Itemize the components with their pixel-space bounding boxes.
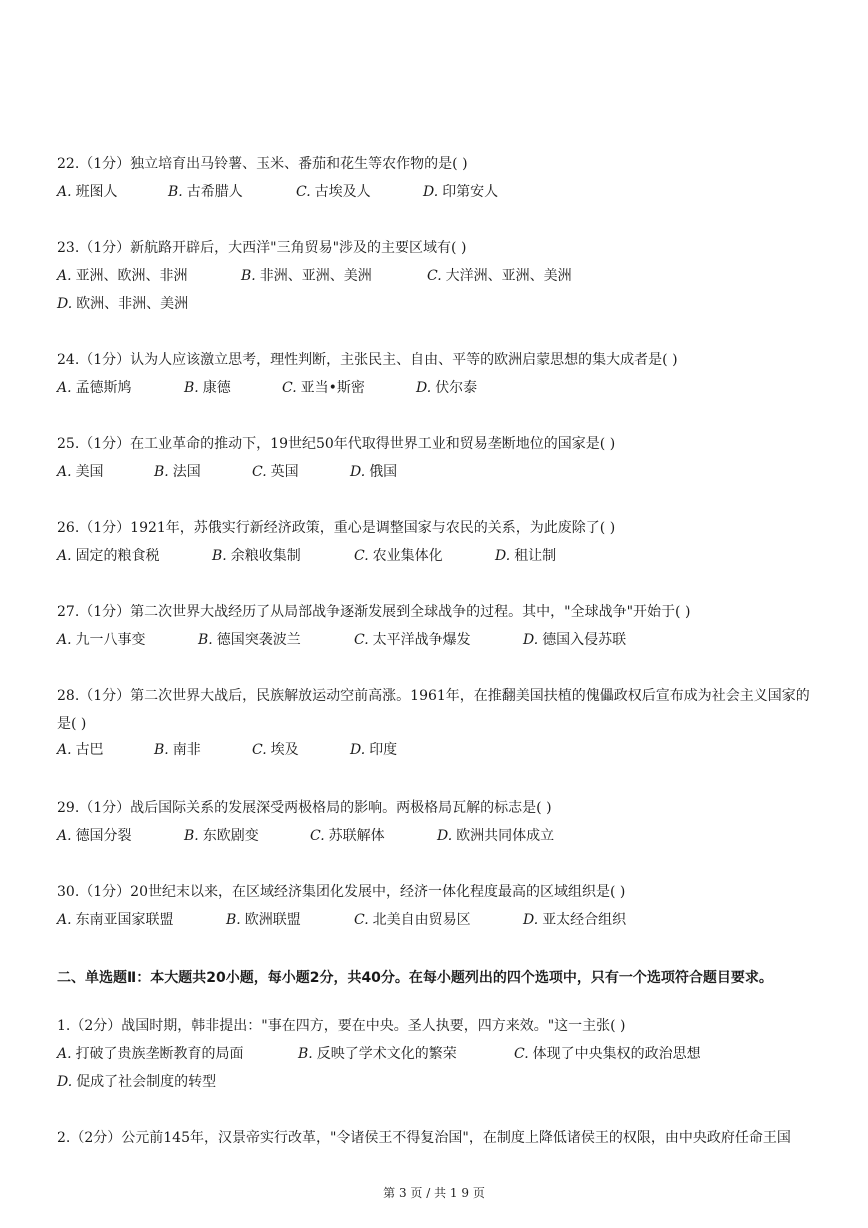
options (57, 1044, 817, 1092)
option-c: C. 苏联解体 (310, 828, 385, 844)
option-b: B. 余粮收集制 (212, 548, 301, 564)
question-stem: 30.（1分）20世纪末以来，在区域经济集团化发展中，经济一体化程度最高的区域组织是( ) (57, 884, 626, 900)
option-a: A. 亚洲、欧洲、非洲 (57, 268, 188, 284)
option-a: A. 东南亚国家联盟 (57, 912, 174, 928)
option-d: D. 促成了社会制度的转型 (57, 1074, 217, 1090)
option-b: B. 反映了学术文化的繁荣 (298, 1046, 457, 1062)
question-29 (57, 798, 817, 854)
option-c: C. 大洋洲、亚洲、美洲 (427, 268, 572, 284)
option-b: B. 欧洲联盟 (226, 912, 301, 928)
option-d: D. 俄国 (350, 464, 398, 480)
option-d: D. 德国入侵苏联 (523, 632, 627, 648)
question-26 (57, 518, 817, 574)
option-b: B. 德国突袭波兰 (198, 632, 301, 648)
option-a: A. 打破了贵族垄断教育的局面 (57, 1046, 244, 1062)
question-stem: 23.（1分）新航路开辟后，大西洋"三角贸易"涉及的主要区域有( ) (57, 240, 467, 256)
question-stem: 2.（2分）公元前145年，汉景帝实行改革，"令诸侯王不得复治国"，在制度上降低诸侯王的权限，由中央政府任命王国 (57, 1130, 791, 1146)
question-25 (57, 434, 817, 490)
option-a: A. 九一八事变 (57, 632, 146, 648)
option-d: D. 印第安人 (423, 184, 499, 200)
option-a: A. 美国 (57, 464, 104, 480)
option-c: C. 北美自由贸易区 (354, 912, 471, 928)
question-stem: 26.（1分）1921年，苏俄实行新经济政策，重心是调整国家与农民的关系，为此废除了( ) (57, 520, 616, 536)
question-30 (57, 882, 817, 938)
options (57, 740, 817, 760)
question-stem: 22.（1分）独立培育出马铃薯、玉米、番茄和花生等农作物的是( ) (57, 156, 468, 172)
question-stem: 1.（2分）战国时期，韩非提出："事在四方，要在中央。圣人执要，四方来效。"这一主张( ) (57, 1018, 626, 1034)
option-c: C. 英国 (252, 464, 299, 480)
options (57, 266, 817, 314)
option-d: D. 租让制 (495, 548, 557, 564)
options (57, 630, 817, 650)
options (57, 546, 817, 566)
option-d: D. 伏尔泰 (416, 380, 478, 396)
option-d: D. 印度 (350, 742, 398, 758)
page-footer: 第 3 页 / 共 1 9 页 (383, 1186, 485, 1200)
option-c: C. 农业集体化 (354, 548, 443, 564)
option-c: C. 体现了中央集权的政治思想 (514, 1046, 701, 1062)
option-a: A. 德国分裂 (57, 828, 132, 844)
option-c: C. 亚当•斯密 (282, 380, 365, 396)
question-24 (57, 350, 817, 406)
option-b: B. 东欧剧变 (184, 828, 259, 844)
question-stem: 29.（1分）战后国际关系的发展深受两极格局的影响。两极格局瓦解的标志是( ) (57, 800, 552, 816)
section-title: 二、单选题Ⅱ：本大题共20小题，每小题2分，共40分。在每小题列出的四个选项中，只有一个选项符合题目要求。 (57, 970, 773, 986)
question-stem: 28.（1分）第二次世界大战后，民族解放运动空前高涨。1961年，在推翻美国扶植的傀儡政权后宣布成为社会主义国家的是( ) (57, 688, 810, 732)
option-a: A. 班图人 (57, 184, 118, 200)
question-stem: 27.（1分）第二次世界大战经历了从局部战争逐渐发展到全球战争的过程。其中，"全球战争"开始于( ) (57, 604, 691, 620)
options (57, 462, 817, 482)
options (57, 826, 817, 846)
option-b: B. 南非 (154, 742, 201, 758)
option-a: A. 古巴 (57, 742, 104, 758)
option-c: C. 古埃及人 (296, 184, 371, 200)
option-d: D. 欧洲共同体成立 (437, 828, 555, 844)
option-b: B. 康德 (184, 380, 231, 396)
options (57, 378, 817, 398)
option-a: A. 孟德斯鸠 (57, 380, 132, 396)
question-27 (57, 602, 817, 658)
section2-question-1 (57, 1016, 817, 1100)
question-stem: 24.（1分）认为人应该激立思考，理性判断，主张民主、自由、平等的欧洲启蒙思想的集大成者是( ) (57, 352, 678, 368)
option-c: C. 太平洋战争爆发 (354, 632, 471, 648)
options (57, 910, 817, 930)
option-b: B. 法国 (154, 464, 201, 480)
option-d: D. 欧洲、非洲、美洲 (57, 296, 189, 312)
question-28 (57, 686, 817, 768)
option-c: C. 埃及 (252, 742, 299, 758)
option-b: B. 古希腊人 (168, 184, 243, 200)
option-d: D. 亚太经合组织 (523, 912, 627, 928)
question-22 (57, 154, 817, 210)
section2-question-2 (57, 1128, 817, 1148)
question-23 (57, 238, 817, 322)
option-b: B. 非洲、亚洲、美洲 (241, 268, 372, 284)
question-stem: 25.（1分）在工业革命的推动下，19世纪50年代取得世界工业和贸易垄断地位的国家是( ) (57, 436, 616, 452)
options (57, 182, 817, 202)
option-a: A. 固定的粮食税 (57, 548, 160, 564)
